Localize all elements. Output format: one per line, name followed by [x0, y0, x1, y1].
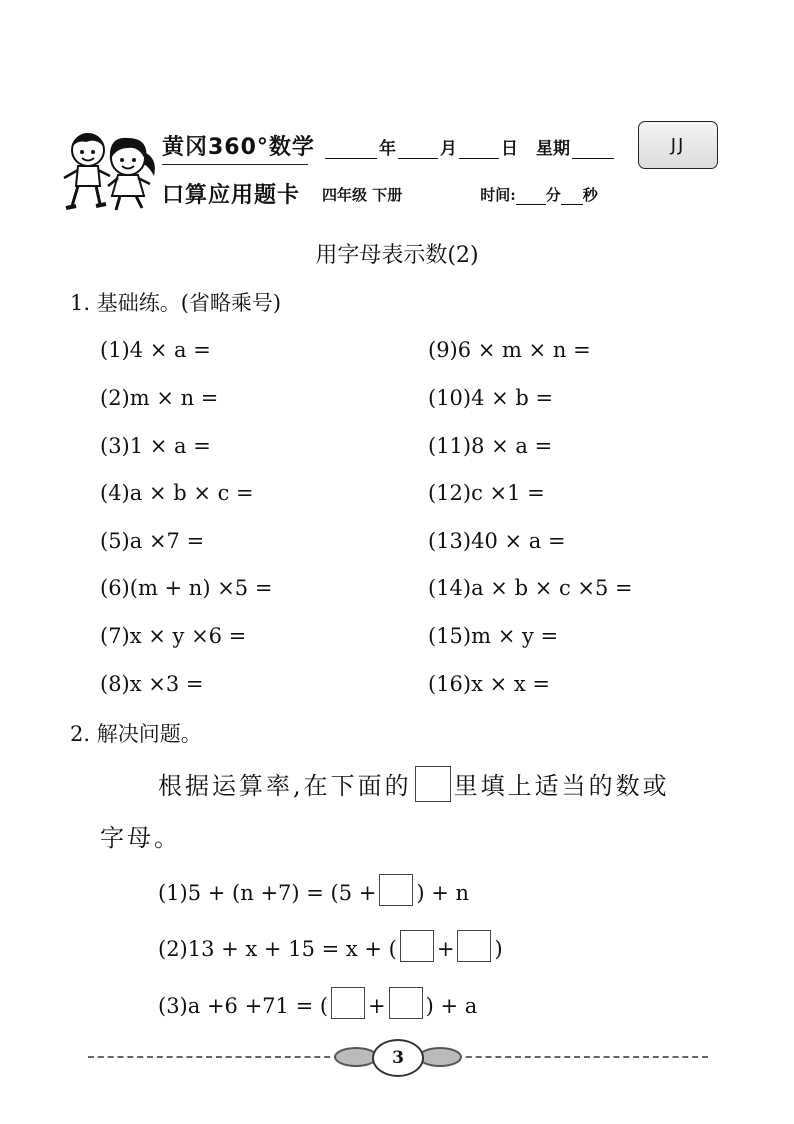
- brand-divider: [162, 164, 308, 165]
- second-blank[interactable]: [561, 186, 583, 205]
- section1-heading: 1. 基础练。(省略乘号): [70, 291, 282, 315]
- footer-divider-right: [456, 1056, 708, 1058]
- minute-label: 分: [545, 186, 561, 204]
- exercise-item: (7)x × y ×6 =: [100, 624, 247, 648]
- question-text: (2)13 + x + 15 = x + (: [158, 937, 397, 961]
- month-blank[interactable]: [398, 140, 438, 159]
- instruction-text: 根据运算率,在下面的: [158, 772, 412, 800]
- brand-title: 黄冈360°数学: [162, 135, 315, 160]
- question-text: ) + n: [416, 881, 470, 905]
- exercise-item: (14)a × b × c ×5 =: [428, 576, 633, 600]
- edition-badge: JJ: [638, 121, 718, 169]
- footer-ornament-right: [418, 1047, 462, 1067]
- question-text: ) + a: [425, 994, 478, 1018]
- exercise-item: (10)4 × b =: [428, 386, 554, 410]
- example-answer-box: [415, 766, 451, 802]
- date-row: [325, 134, 614, 159]
- fill-question-2: [158, 930, 503, 962]
- weekday-label: 星期: [536, 139, 570, 159]
- question-text: (1)5 + (n +7) = (5 +: [158, 881, 377, 905]
- exercise-item: (6)(m + n) ×5 =: [100, 576, 273, 600]
- page-number: 3: [372, 1039, 424, 1077]
- exercise-item: (8)x ×3 =: [100, 672, 204, 696]
- exercise-item: (12)c ×1 =: [428, 481, 545, 505]
- question-text: (3)a +6 +71 = (: [158, 994, 329, 1018]
- exercise-item: (16)x × x =: [428, 672, 551, 696]
- exercise-item: (1)4 × a =: [100, 338, 211, 362]
- minute-blank[interactable]: [516, 186, 546, 205]
- instruction-line2: 字母。: [100, 824, 181, 852]
- question-text: ): [494, 937, 503, 961]
- fill-question-1: [158, 874, 469, 906]
- exercise-item: (11)8 × a =: [428, 434, 553, 458]
- section2-heading: 2. 解决问题。: [70, 722, 202, 746]
- exercise-item: (5)a ×7 =: [100, 529, 205, 553]
- exercise-item: (13)40 × a =: [428, 529, 566, 553]
- grade-label: 四年级 下册: [322, 186, 403, 204]
- exercise-item: (3)1 × a =: [100, 434, 211, 458]
- time-label: 时间:: [480, 186, 516, 204]
- kids-mascot-logo: [58, 128, 162, 214]
- weekday-blank[interactable]: [572, 140, 614, 159]
- day-blank[interactable]: [459, 140, 499, 159]
- brand-subtitle: 口算应用题卡: [162, 183, 301, 208]
- question-text: +: [368, 994, 386, 1018]
- fill-question-3: [158, 987, 477, 1019]
- day-label: 日: [501, 139, 518, 159]
- exercise-item: (2)m × n =: [100, 386, 219, 410]
- answer-box[interactable]: [389, 987, 423, 1019]
- year-blank[interactable]: [325, 140, 377, 159]
- answer-box[interactable]: [400, 930, 434, 962]
- exercise-item: (15)m × y =: [428, 624, 559, 648]
- second-label: 秒: [582, 186, 598, 204]
- answer-box[interactable]: [379, 874, 413, 906]
- instruction-line1: [158, 766, 670, 802]
- answer-box[interactable]: [331, 987, 365, 1019]
- exercise-item: (4)a × b × c =: [100, 481, 254, 505]
- info-row: [322, 184, 598, 205]
- footer-divider-left: [88, 1056, 340, 1058]
- instruction-text: 里填上适当的数或: [453, 772, 670, 800]
- page-title: 用字母表示数(2): [315, 243, 479, 268]
- answer-box[interactable]: [457, 930, 491, 962]
- exercise-item: (9)6 × m × n =: [428, 338, 591, 362]
- question-text: +: [436, 937, 455, 961]
- month-label: 月: [440, 139, 457, 159]
- year-label: 年: [379, 139, 396, 159]
